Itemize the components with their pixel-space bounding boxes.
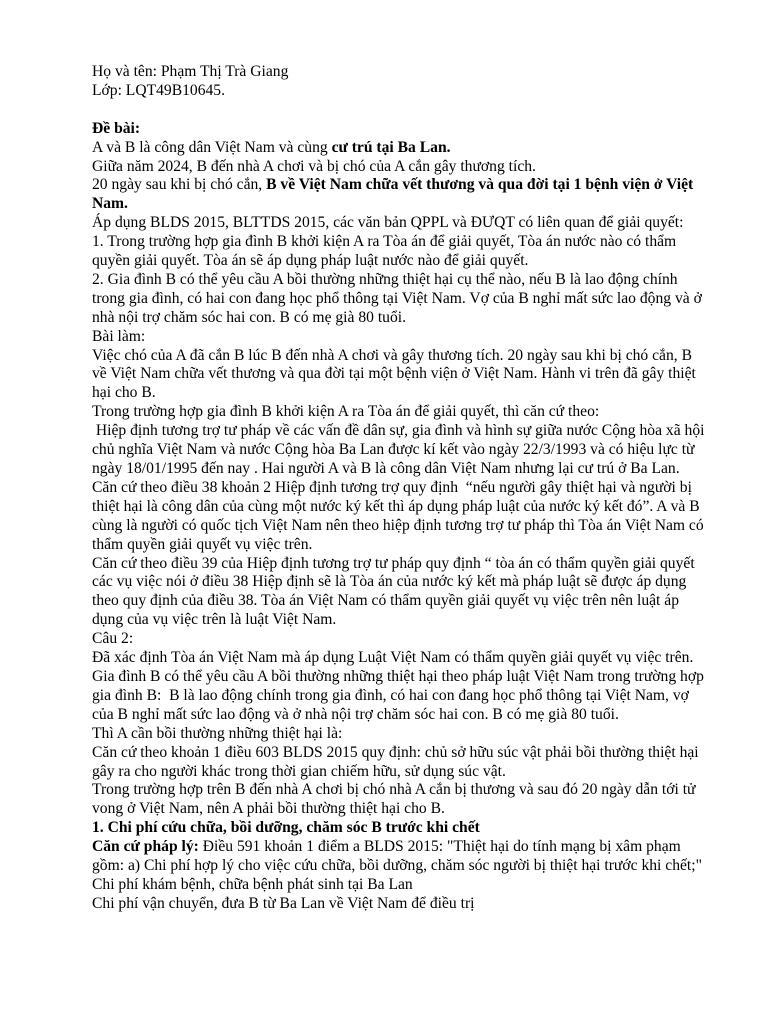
answer-paragraph: Căn cứ theo điều 39 của Hiệp định tương trợ tư pháp quy định “ tòa án có thẩm quyền giải quyết các vụ việc nói ở điều 38 Hiệp định sẽ là Tòa án của nước ký kết mà pháp luật sẽ được áp dụng theo quy định của điều 38. Tòa án Việt Nam có thẩm quyền giải quyết vụ việc trên nên luật áp dụng của vụ việc trên là luật Việt Nam. xyxy=(92,554,699,629)
answer-paragraph: Thì A cần bồi thường những thiệt hại là: xyxy=(92,724,343,742)
answer-paragraph: Việc chó của A đã cắn B lúc B đến nhà A chơi và gây thương tích. 20 ngày sau khi bị chó cắn, B về Việt Nam chữa vết thương và qua đời tại một bệnh viện ở Việt Nam. Hành vi trên đã gây thiệt hại cho B. xyxy=(92,346,700,402)
problem-question-1: 1. Trong trường hợp gia đình B khởi kiện A ra Tòa án để giải quyết, Tòa án nước nào có thẩm quyền giải quyết. Tòa án sẽ áp dụng pháp luật nước nào để giải quyết. xyxy=(92,233,681,270)
blank-line xyxy=(92,101,708,120)
section-1-legal-basis: Căn cứ pháp lý: Điều 591 khoản 1 điểm a BLDS 2015: "Thiệt hại do tính mạng bị xâm phạm gồm: a) Chi phí hợp lý cho việc cứu chữa, bồi dưỡng, chăm sóc người bị thiệt hại trước khi chết;" xyxy=(92,838,702,875)
answer-paragraph: Căn cứ theo khoản 1 điều 603 BLDS 2015 quy định: chủ sở hữu súc vật phải bồi thường thiệt hại gây ra cho người khác trong thời gian chiếm hữu, sử dụng súc vật. xyxy=(92,743,707,780)
student-name: Họ và tên: Phạm Thị Trà Giang xyxy=(92,63,289,80)
problem-line-3: 20 ngày sau khi bị chó cắn, B về Việt Nam chữa vết thương và qua đời tại 1 bệnh viện ở Việt Nam. xyxy=(92,176,698,213)
answer-paragraph: Hiệp định tương trợ tư pháp về các vấn đề dân sự, gia đình và hình sự giữa nước Cộng hòa xã hội chủ nghĩa Việt Nam và nước Cộng hòa Ba Lan được kí kết vào ngày 22/3/1993 và có hiệu lực từ ngày 18/01/1995 đến nay . Hai người A và B là công dân Việt Nam nhưng lại cư trú ở Ba Lan. xyxy=(92,422,709,478)
answer-paragraph: Căn cứ theo điều 38 khoản 2 Hiệp định tương trợ quy định “nếu người gây thiệt hại và người bị thiệt hại là công dân của cùng một nước ký kết thì áp dụng pháp luật của nước ký kết đó”. A và B cùng là người có quốc tịch Việt Nam nên theo hiệp định tương trợ tư pháp thì Tòa án Việt Nam có thẩm quyền giải quyết vụ việc trên. xyxy=(92,478,708,553)
answer-paragraph: Trong trường hợp trên B đến nhà A chơi bị chó nhà A cắn bị thương và sau đó 20 ngày dẫn tới tử vong ở Việt Nam, nên A phải bồi thường thiệt hại cho B. xyxy=(92,781,700,818)
answer-heading: Bài làm: xyxy=(92,327,146,345)
section-1-item: Chi phí khám bệnh, chữa bệnh phát sinh tại Ba Lan xyxy=(92,875,413,893)
section-1-heading: 1. Chi phí cứu chữa, bồi dưỡng, chăm sóc B trước khi chết xyxy=(92,819,480,837)
problem-heading: Đề bài: xyxy=(92,119,141,137)
problem-line-1: A và B là công dân Việt Nam và cùng cư trú tại Ba Lan. xyxy=(92,138,451,156)
question-2-label: Câu 2: xyxy=(92,630,134,648)
answer-paragraph: Đã xác định Tòa án Việt Nam mà áp dụng Luật Việt Nam có thẩm quyền giải quyết vụ việc trên. Gia đình B có thể yêu cầu A bồi thường những thiệt hại theo pháp luật Việt Nam trong trường hợp gia đình B: B là lao động chính trong gia đình, có hai con đang học phổ thông tại Việt Nam, vợ của B nghỉ mất sức lao động và ở nhà nội trợ chăm sóc hai con. B có mẹ già 80 tuổi. xyxy=(92,649,708,723)
section-1-item: Chi phí vận chuyển, đưa B từ Ba Lan về Việt Nam để điều trị xyxy=(92,894,475,912)
student-class: Lớp: LQT49B10645. xyxy=(92,81,225,99)
problem-line-4: Áp dụng BLDS 2015, BLTTDS 2015, các văn bản QPPL và ĐƯQT có liên quan để giải quyết: xyxy=(92,214,684,232)
problem-question-2: 2. Gia đình B có thể yêu cầu A bồi thường những thiệt hại cụ thể nào, nếu B là lao động chính trong gia đình, có hai con đang học phổ thông tại Việt Nam. Vợ của B nghỉ mất sức lao động và ở nhà nội trợ chăm sóc hai con. B có mẹ già 80 tuổi. xyxy=(92,270,706,326)
problem-line-2: Giữa năm 2024, B đến nhà A chơi và bị chó của A cắn gây thương tích. xyxy=(92,157,536,175)
answer-paragraph: Trong trường hợp gia đình B khởi kiện A ra Tòa án để giải quyết, thì căn cứ theo: xyxy=(92,403,600,421)
